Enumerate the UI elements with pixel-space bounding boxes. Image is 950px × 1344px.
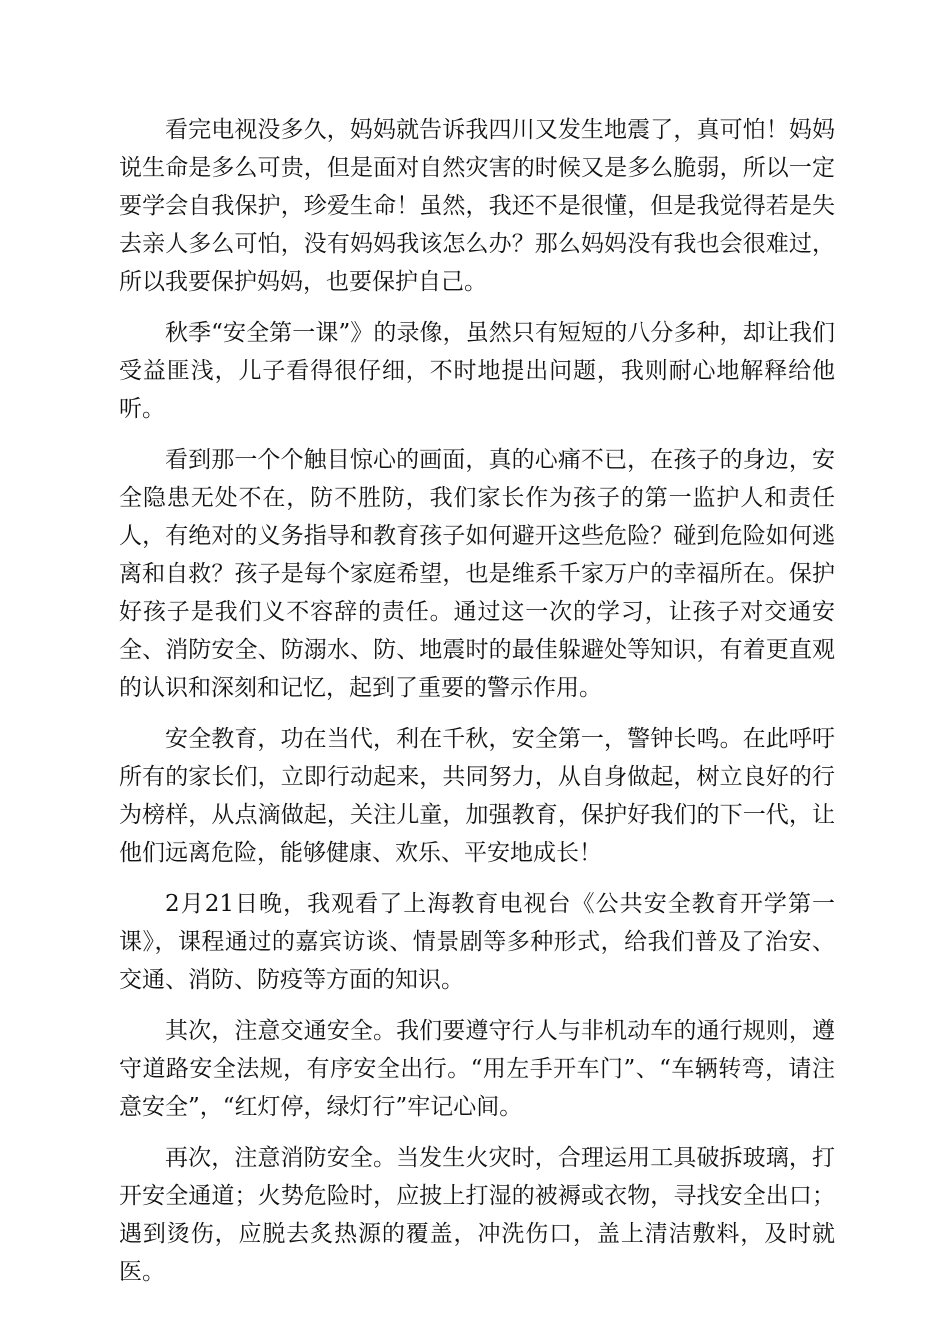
paragraph-safety-first-lesson: 秋季“安全第一课”》的录像，虽然只有短短的八分多种，却让我们受益匪浅，儿子看得很仔细，不时地提出问题，我则耐心地解释给他听。 xyxy=(119,320,835,422)
paragraph-fire-safety: 再次，注意消防安全。当发生火灾时，合理运用工具破拆玻璃，打开安全通道；火势危险时，应披上打湿的被褥或衣物，寻找安全出口；遇到烫伤，应脱去炙热源的覆盖，冲洗伤口，盖上清洁敷料，及时就医。 xyxy=(119,1145,835,1285)
paragraph-tv-earthquake: 看完电视没多久，妈妈就告诉我四川又发生地震了，真可怕！妈妈说生命是多么可贵，但是面对自然灾害的时候又是多么脆弱，所以一定要学会自我保护，珍爱生命！虽然，我还不是很懂，但是我觉得若是失去亲人多么可怕，没有妈妈我该怎么办？那么妈妈没有我也会很难过，所以我要保护妈妈，也要保护自己。 xyxy=(119,117,835,295)
paragraph-traffic-safety: 其次，注意交通安全。我们要遵守行人与非机动车的通行规则，遵守道路安全法规，有序安全出行。“用左手开车门”、“车辆转弯，请注意安全”，“红灯停，绿灯行”牢记心间。 xyxy=(119,1018,835,1120)
paragraph-hidden-dangers: 看到那一个个触目惊心的画面，真的心痛不已，在孩子的身边，安全隐患无处不在，防不胜防，我们家长作为孩子的第一监护人和责任人，有绝对的义务指导和教育孩子如何避开这些危险？碰到危险如何逃离和自救？孩子是每个家庭希望，也是维系千家万户的幸福所在。保护好孩子是我们义不容辞的责任。通过这一次的学习，让孩子对交通安全、消防安全、防溺水、防、地震时的最佳躲避处等知识，有着更直观的认识和深刻和记忆，起到了重要的警示作用。 xyxy=(119,447,835,701)
document-body xyxy=(119,111,835,1304)
paragraph-feb21-tv-program: 2月21日晚，我观看了上海教育电视台《公共安全教育开学第一课》，课程通过的嘉宾访谈、情景剧等多种形式，给我们普及了治安、交通、消防、防疫等方面的知识。 xyxy=(119,891,835,993)
paragraph-safety-education-call: 安全教育，功在当代，利在千秋，安全第一，警钟长鸣。在此呼吁所有的家长们，立即行动起来，共同努力，从自身做起，树立良好的行为榜样，从点滴做起，关注儿童，加强教育，保护好我们的下一代，让他们远离危险，能够健康、欢乐、平安地成长！ xyxy=(119,726,835,866)
